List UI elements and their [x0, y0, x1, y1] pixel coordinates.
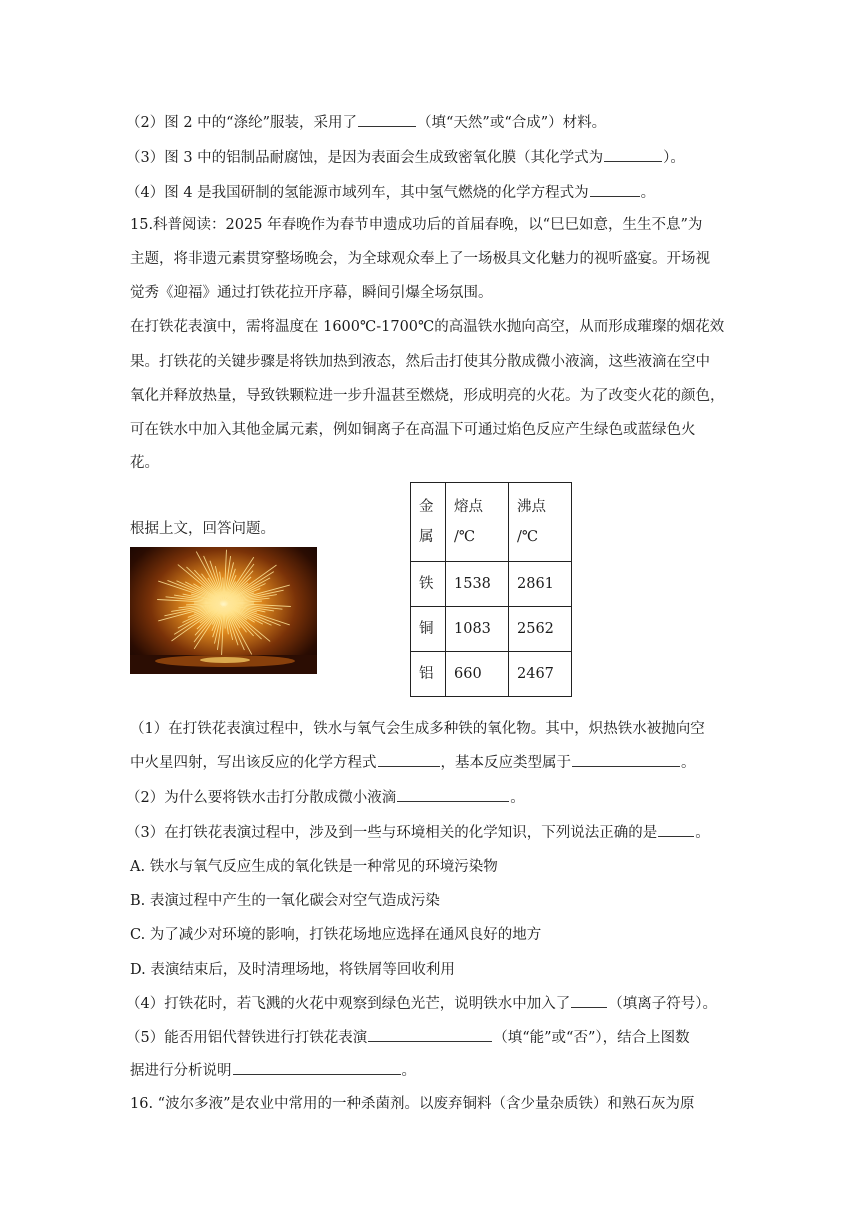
table-cell: 1083	[446, 607, 509, 652]
option-c: C. 为了减少对环境的影响，打铁花场地应选择在通风良好的地方	[130, 927, 542, 943]
option-a: A. 铁水与氧气反应生成的氧化铁是一种常见的环境污染物	[130, 859, 498, 875]
question-14-2: （2）图 2 中的“涤纶”服装，采用了 （填“天然”或“合成”）材料。	[126, 111, 606, 132]
table-row	[411, 562, 572, 607]
sparks-graphic	[130, 547, 317, 674]
header-cell: 沸点 /℃	[509, 483, 572, 562]
table-row	[411, 652, 572, 697]
q15-line-3: 觉秀《迎福》通过打铁花拉开序幕，瞬间引爆全场氛围。	[130, 285, 493, 301]
q15-line-2: 主题，将非遗元素贯穿整场晚会，为全球观众奉上了一场极具文化魅力的视听盛宴。开场视	[130, 251, 710, 267]
table-cell: 2467	[509, 652, 572, 697]
answer-blank[interactable]	[358, 112, 416, 128]
table-cell: 铜	[411, 607, 446, 652]
table-header-row	[411, 483, 572, 562]
question-14-3: （3）图 3 中的铝制品耐腐蚀，是因为表面会生成致密氧化膜（其化学式为 ）。	[126, 146, 685, 167]
table-cell: 1538	[446, 562, 509, 607]
answer-blank[interactable]	[397, 787, 509, 803]
reading-prompt: 根据上文，回答问题。	[130, 521, 275, 537]
answer-blank[interactable]	[571, 993, 607, 1009]
answer-blank[interactable]	[658, 822, 694, 838]
answer-blank[interactable]	[590, 182, 640, 198]
metal-properties-table	[410, 482, 572, 697]
answer-blank[interactable]	[368, 1027, 492, 1043]
table-cell: 2562	[509, 607, 572, 652]
answer-blank[interactable]	[604, 147, 662, 163]
iron-flower-photo	[130, 547, 317, 674]
header-cell: 熔点 /℃	[446, 483, 509, 562]
question-15-2: （2）为什么要将铁水击打分散成微小液滴 。	[126, 786, 525, 807]
table-cell: 铁	[411, 562, 446, 607]
header-cell: 金 属	[411, 483, 446, 562]
q15-line-7: 可在铁水中加入其他金属元素，例如铜离子在高温下可通过焰色反应产生绿色或蓝绿色火	[130, 422, 696, 438]
q15-line-4: 在打铁花表演中，需将温度在 1600℃-1700℃的高温铁水抛向高空，从而形成璀璨的烟花效	[130, 319, 725, 335]
question-15-5-line-2: 据进行分析说明 。	[130, 1059, 416, 1080]
q15-line-8: 花。	[130, 455, 159, 471]
question-15-1-line-1: （1）在打铁花表演过程中，铁水与氧气会生成多种铁的氧化物。其中，炽热铁水被抛向空	[130, 721, 705, 737]
question-14-4: （4）图 4 是我国研制的氢能源市域列车，其中氢气燃烧的化学方程式为 。	[126, 181, 655, 202]
answer-blank[interactable]	[572, 752, 680, 768]
answer-blank[interactable]	[378, 752, 440, 768]
question-15-5-line-1: （5）能否用铝代替铁进行打铁花表演 （填“能”或“否”），结合上图数	[126, 1026, 690, 1047]
table-cell: 660	[446, 652, 509, 697]
option-d: D. 表演结束后，及时清理场地，将铁屑等回收利用	[130, 962, 455, 978]
answer-blank[interactable]	[233, 1060, 401, 1076]
question-15-4: （4）打铁花时，若飞溅的火花中观察到绿色光芒，说明铁水中加入了 （填离子符号）。	[126, 992, 717, 1013]
question-16-intro: 16. “波尔多液”是农业中常用的一种杀菌剂。以废弃铜料（含少量杂质铁）和熟石灰为原	[130, 1096, 695, 1112]
option-b: B. 表演过程中产生的一氧化碳会对空气造成污染	[130, 893, 440, 909]
table-cell: 铝	[411, 652, 446, 697]
question-15-3: （3）在打铁花表演过程中，涉及到一些与环境相关的化学知识，下列说法正确的是 。	[126, 821, 710, 842]
table-cell: 2861	[509, 562, 572, 607]
q15-line-1: 15.科普阅读：2025 年春晚作为春节申遗成功后的首届春晚，以“巳巳如意，生生不息”为	[130, 217, 703, 233]
q15-line-6: 氧化并释放热量，导致铁颗粒进一步升温甚至燃烧，形成明亮的火花。为了改变火花的颜色，	[130, 388, 725, 404]
question-15-1-line-2: 中火星四射，写出该反应的化学方程式 ，基本反应类型属于 。	[130, 751, 696, 772]
q15-line-5: 果。打铁花的关键步骤是将铁加热到液态，然后击打使其分散成微小液滴，这些液滴在空中	[130, 354, 710, 370]
table-row	[411, 607, 572, 652]
